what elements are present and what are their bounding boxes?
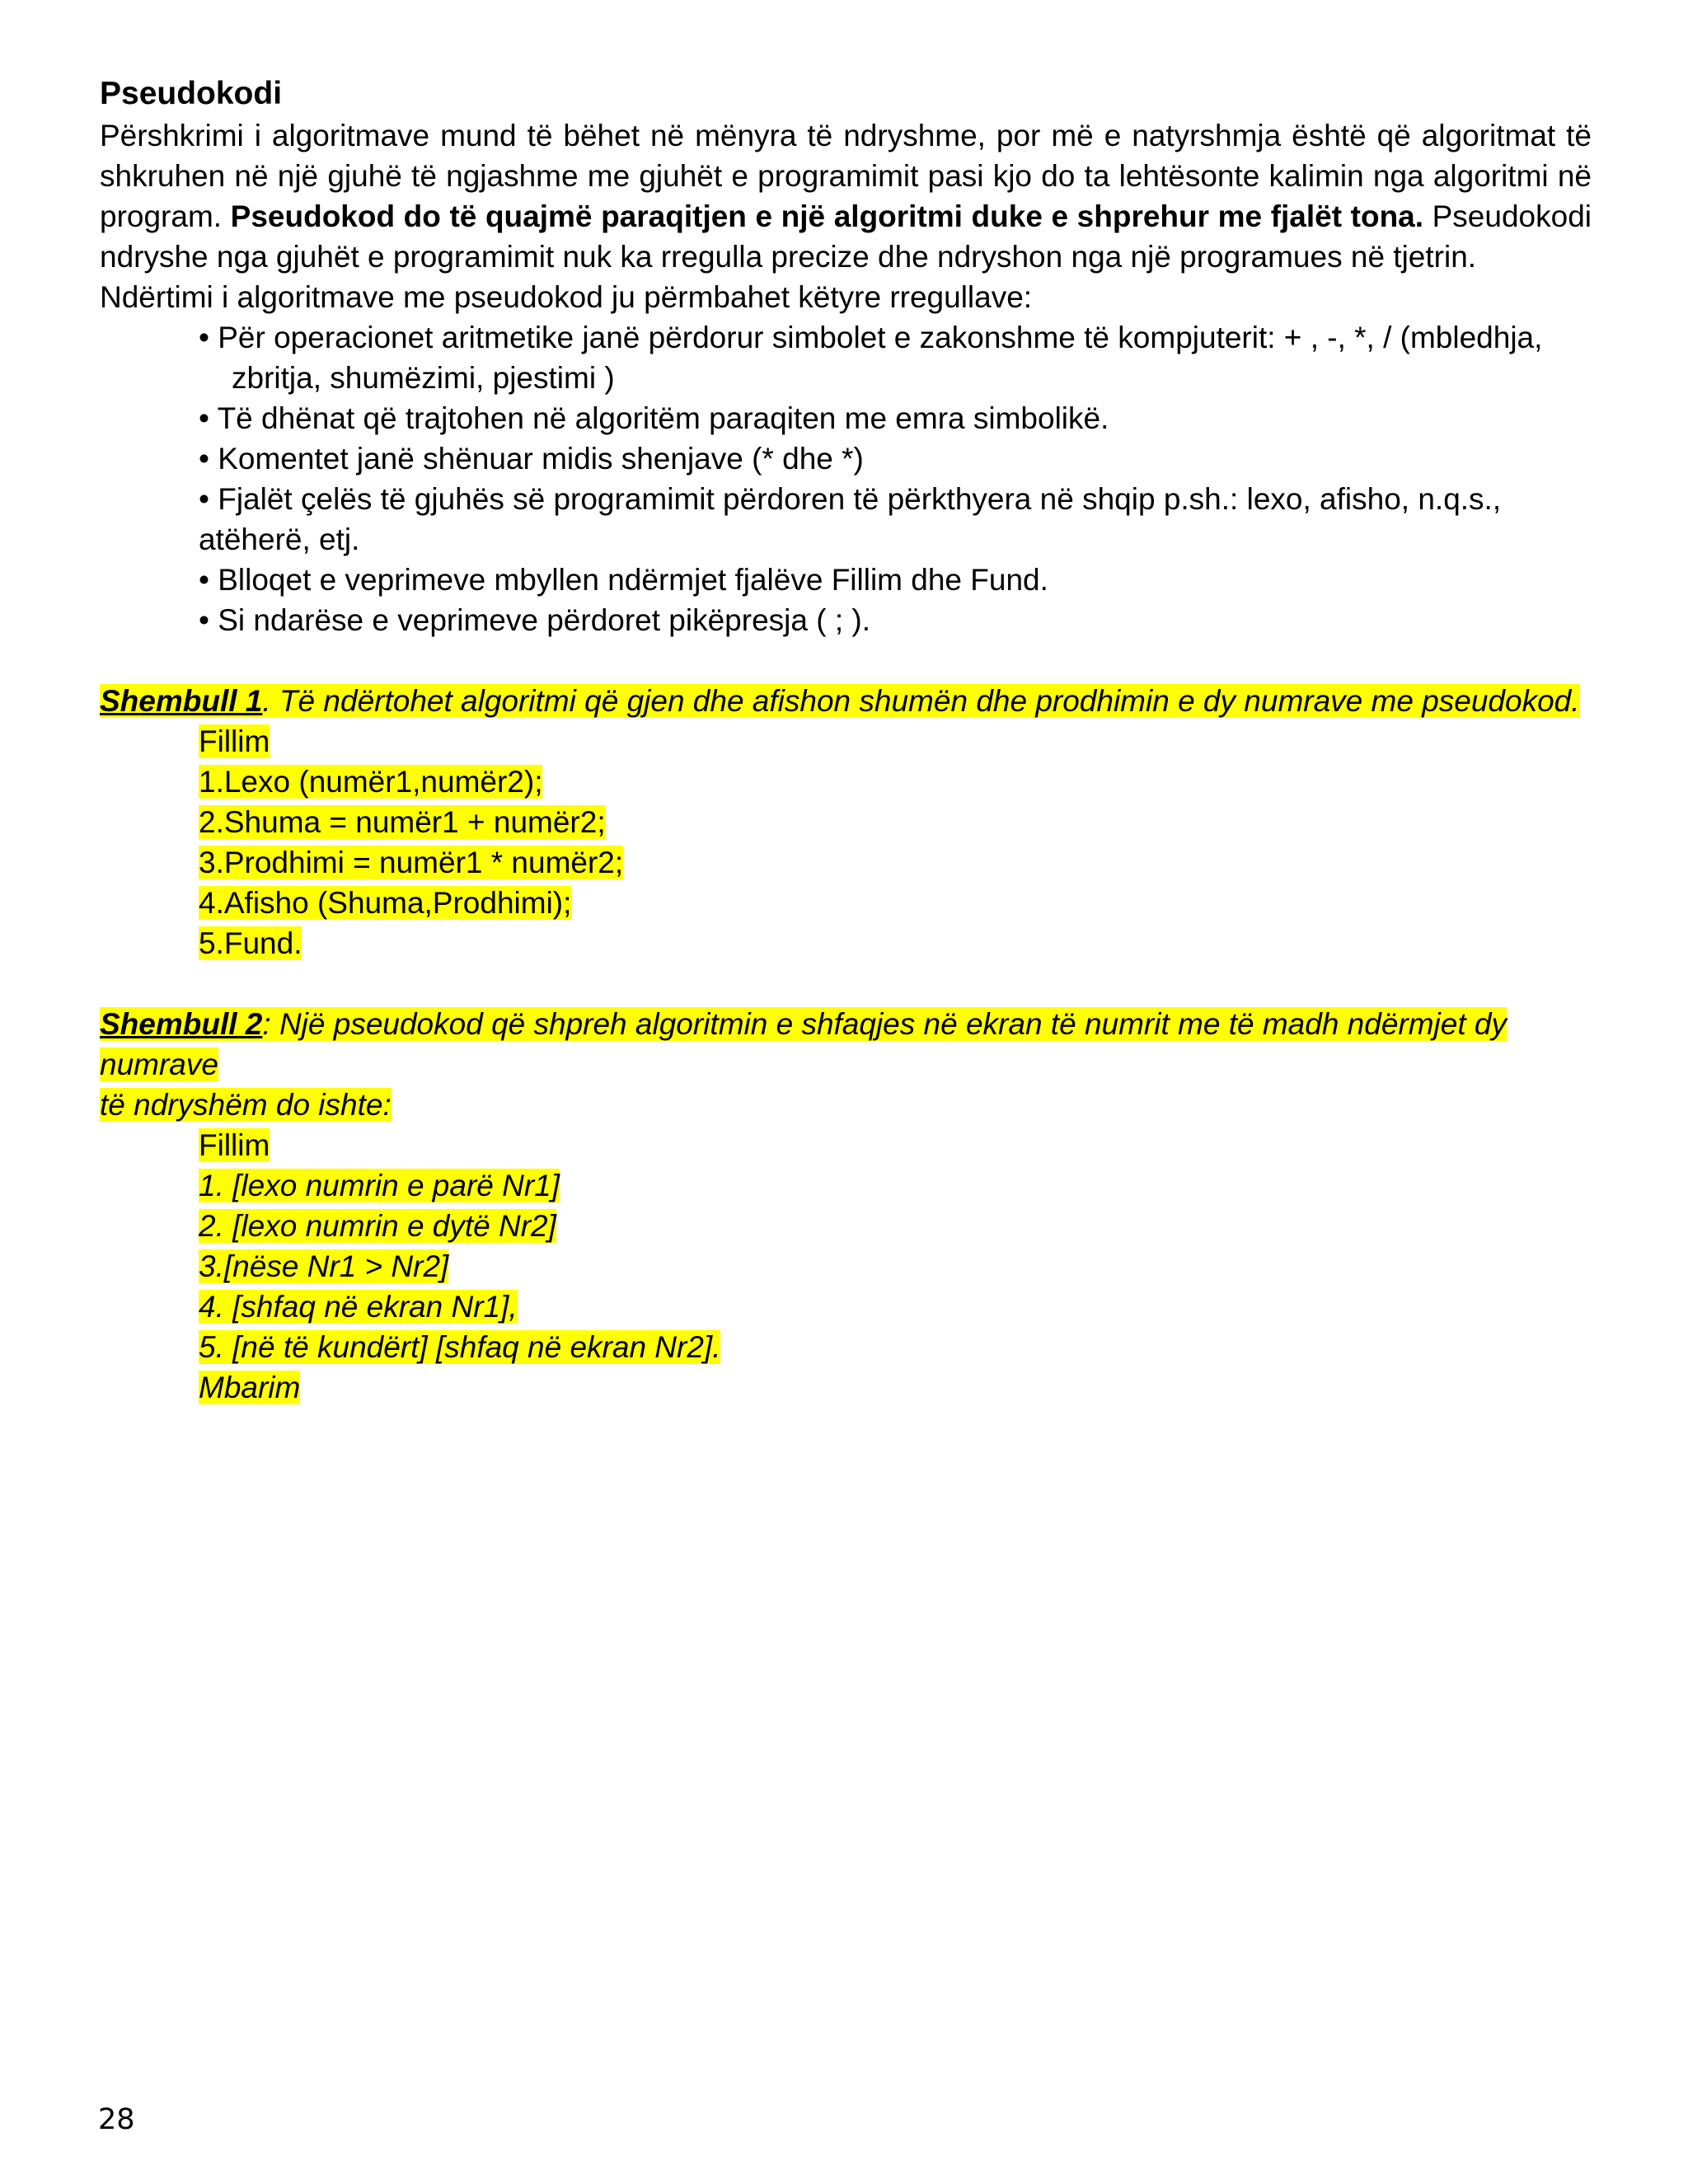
rule-text: • Si ndarëse e veprimeve përdoret pikëpresja ( ; ). (199, 603, 870, 637)
rule-text-continued: atëherë, etj. (199, 523, 360, 556)
code-line: Fillim (199, 1128, 270, 1162)
code-line: 5.Fund. (199, 926, 302, 960)
rule-text: • Fjalët çelës të gjuhës së programimit përdoren të përkthyera në shqip p.sh.: lexo, afisho, n.q.s., (199, 482, 1502, 516)
intro-text: Përshkrimi i algoritmave mund të bëhet në mënyra të ndryshme, por më e natyrshmja është që algoritmat të shkruhen në një gjuhë të ngjashme me gjuhët e programimit pasi kjo do ta lehtësonte kalimin nga algoritmi në program. (100, 119, 1592, 233)
code-line: 2. [lexo numrin e dytë Nr2] (199, 1209, 556, 1243)
rule-text: • Të dhënat që trajtohen në algoritëm paraqiten me emra simbolikë. (199, 401, 1109, 435)
example2-label: Shembull 2 (100, 1007, 263, 1041)
example2-description: : Një pseudokod që shpreh algoritmin e shfaqjes në ekran të numrit me të madh ndërmjet dy numrave (100, 1007, 1507, 1081)
code-line: 3.[nëse Nr1 > Nr2] (199, 1249, 449, 1283)
rule-text: • Blloqet e veprimeve mbyllen ndërmjet fjalëve Fillim dhe Fund. (199, 563, 1048, 597)
code-line: 1. [lexo numrin e parë Nr1] (199, 1169, 560, 1202)
code-line: 4.Afisho (Shuma,Prodhimi); (199, 886, 572, 920)
rule-item (199, 438, 1592, 479)
spacer (100, 963, 1592, 1004)
rules-list (100, 317, 1592, 640)
example2-description-continued: të ndryshëm do ishte: (100, 1088, 392, 1122)
rule-item (199, 479, 1592, 560)
intro-paragraph (100, 115, 1592, 277)
page-number: 28 (98, 2103, 135, 2136)
rule-text-continued: zbritja, shumëzimi, pjestimi ) (232, 361, 615, 395)
rule-text: • Komentet janë shënuar midis shenjave (* dhe *) (199, 442, 864, 476)
code-line: 2.Shuma = numër1 + numër2; (199, 805, 606, 839)
rule-item (199, 398, 1592, 438)
intro-text-end: Pseudokodi ndryshe nga gjuhët e programimit nuk ka rregulla precize dhe ndryshon nga një programues në tjetrin. (100, 199, 1592, 274)
rules-intro: Ndërtimi i algoritmave me pseudokod ju përmbahet këtyre rregullave: (100, 280, 1033, 314)
example1-description: . Të ndërtohet algoritmi që gjen dhe afishon shumën dhe prodhimin e dy numrave me pseudokod. (262, 684, 1580, 718)
code-line: 1.Lexo (numër1,numër2); (199, 765, 543, 799)
example1-label: Shembull 1 (100, 684, 263, 718)
code-line: 5. [në të kundërt] [shfaq në ekran Nr2]. (199, 1330, 721, 1364)
example2-heading (100, 1004, 1592, 1125)
code-line: Mbarim (199, 1371, 301, 1404)
example1-heading (100, 681, 1592, 721)
example2-pseudocode (199, 1125, 1592, 1408)
spacer (100, 640, 1592, 681)
definition-bold-text: Pseudokod do të quajmë paraqitjen e një algoritmi duke e shprehur me fjalët tona. (230, 199, 1424, 233)
example1-pseudocode (199, 721, 1592, 963)
section-title: Pseudokodi (100, 76, 283, 111)
code-line: Fillim (199, 724, 270, 758)
code-line: 4. [shfaq në ekran Nr1], (199, 1290, 518, 1324)
rule-item (199, 317, 1592, 398)
code-line: 3.Prodhimi = numër1 * numër2; (199, 846, 624, 879)
rule-item (199, 600, 1592, 640)
document-page (100, 73, 1592, 1408)
rule-item (199, 560, 1592, 600)
rule-text: • Për operacionet aritmetike janë përdorur simbolet e zakonshme të kompjuterit: + , -, *, / (mbledhja, (199, 321, 1543, 354)
